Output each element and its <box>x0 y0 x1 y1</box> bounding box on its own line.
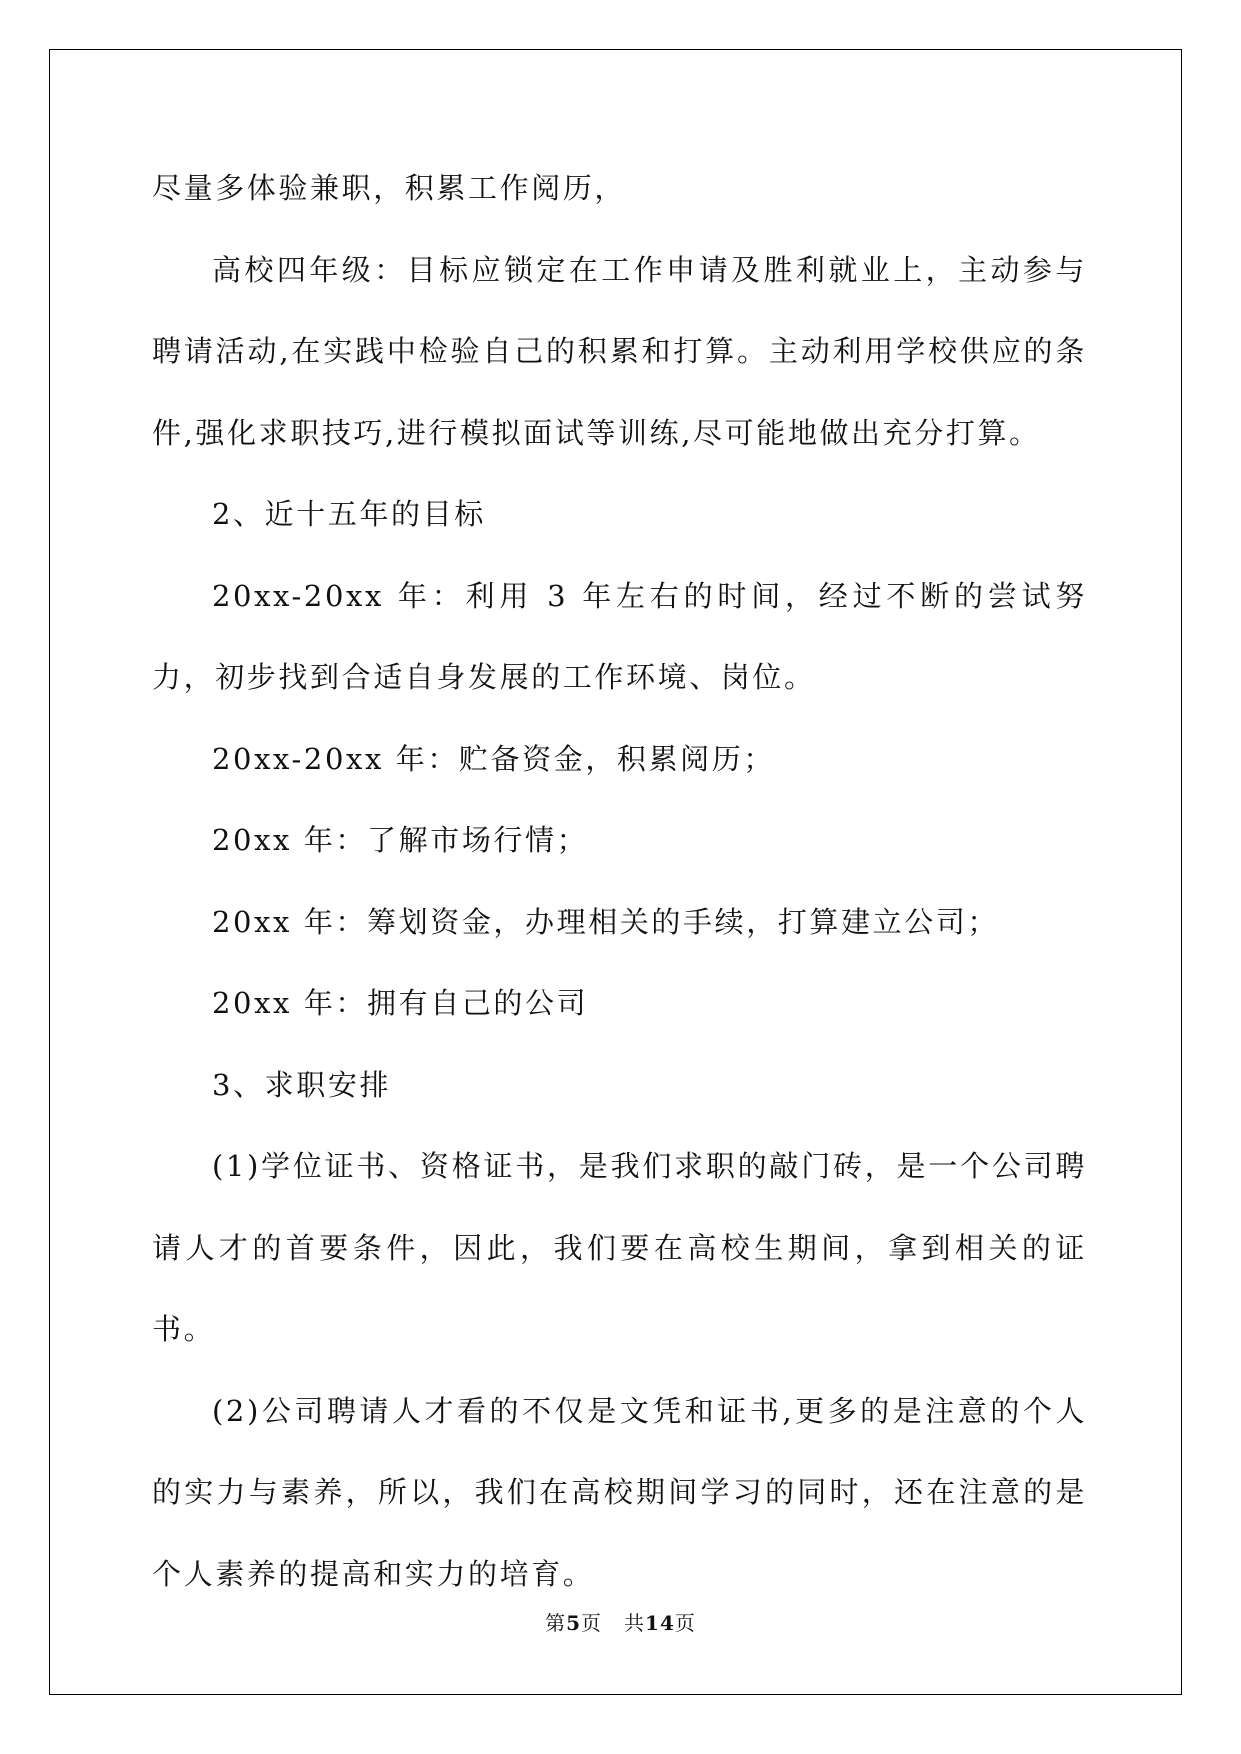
current-page-number: 5 <box>566 1611 582 1635</box>
total-suffix: 页 <box>674 1611 696 1635</box>
total-prefix: 共 <box>624 1611 646 1635</box>
paragraph-6: 20xx 年：了解市场行情； <box>212 823 589 857</box>
page-suffix: 页 <box>581 1611 603 1635</box>
paragraph-11: (2)公司聘请人才看的不仅是文凭和证书,更多的是注意的个人的实力与素养，所以，我们在高校期间学习的同时，还在注意的是个人素养的提高和实力的培育。 <box>152 1393 1087 1591</box>
paragraph-7: 20xx 年：筹划资金，办理相关的手续，打算建立公司； <box>212 904 1000 939</box>
paragraph-8: 20xx 年：拥有自己的公司 <box>212 986 589 1020</box>
paragraph-10: (1)学位证书、资格证书，是我们求职的敲门砖，是一个公司聘请人才的首要条件，因此，我们要在高校生期间，拿到相关的证书。 <box>152 1149 1087 1346</box>
paragraph-9-heading: 3、求职安排 <box>212 1067 392 1102</box>
paragraph-2: 高校四年级：目标应锁定在工作申请及胜利就业上，主动参与聘请活动,在实践中检验自己的积累和打算。主动利用学校供应的条件,强化求职技巧,进行模拟面试等训练,尽可能地做出充分打算。 <box>152 252 1087 450</box>
paragraph-1: 尽量多体验兼职，积累工作阅历， <box>152 171 627 205</box>
paragraph-5: 20xx-20xx 年：贮备资金，积累阅历； <box>212 741 775 776</box>
page-prefix: 第 <box>545 1611 567 1635</box>
paragraph-4: 20xx-20xx 年：利用 3 年左右的时间，经过不断的尝试努力，初步找到合适自身发展的工作环境、岗位。 <box>152 578 1087 694</box>
page-footer <box>0 1607 1241 1636</box>
document-body <box>152 148 1087 1615</box>
paragraph-3-heading: 2、近十五年的目标 <box>212 497 486 531</box>
total-page-number: 14 <box>645 1611 675 1635</box>
